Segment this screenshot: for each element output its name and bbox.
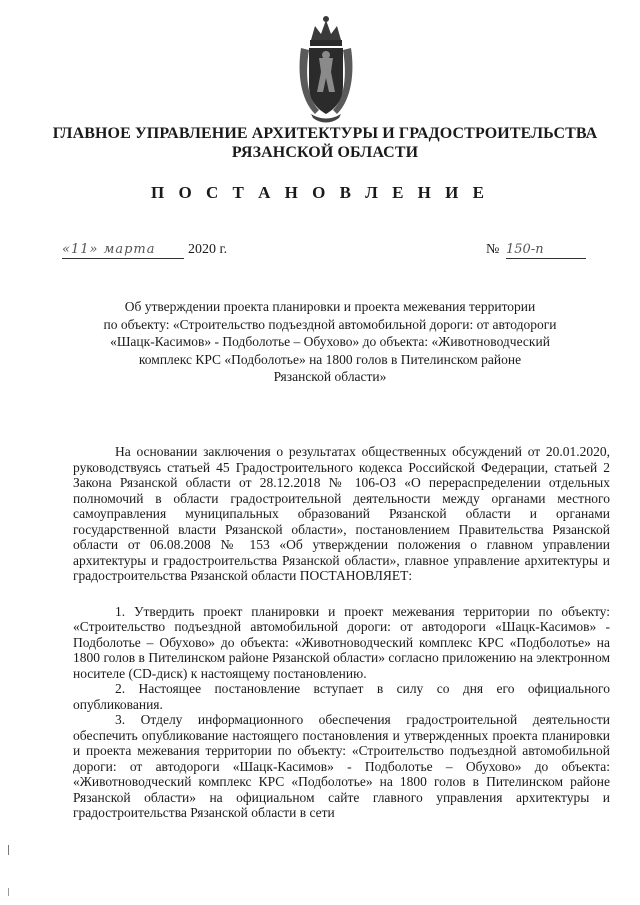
title-line-1: Об утверждении проекта планировки и проекта межевания территории <box>124 299 536 314</box>
title-line-2: по объекту: «Строительство подъездной автомобильной дороги: от автодороги <box>103 316 557 332</box>
date-number-row <box>0 241 640 263</box>
handwritten-number: 150-п <box>506 242 586 259</box>
coat-of-arms-icon <box>295 14 357 124</box>
scan-margin-mark <box>8 845 9 855</box>
organization-name <box>40 124 610 162</box>
title-line-3: «Шацк-Касимов» - Подболотье – Обухово» до объекта: «Животноводческий <box>110 334 550 349</box>
clause-1: 1. Утвердить проект планировки и проект межевания территории по объекту: «Строительство подъездной автомобильной дороги: от автодороги «Шацк-Касимов» - Подболотье – Обухово» до объекта: «Животноводческий комплекс КРС «Подболотье» на 1800 голов в Пителинском районе Рязанской области» согласно приложению на электронном носителе (CD-диск) к настоящему постановлению. <box>73 603 610 681</box>
document-title <box>70 298 590 386</box>
clause-3: 3. Отделу информационного обеспечения градостроительной деятельности обеспечить опубликование настоящего постановления и утвержденных проекта планировки и проекта межевания территории по объекту: «Строительство подъездной автомобильной дороги: от автодороги «Шацк-Касимов» - Подболотье – Обухово» до объекта: «Животноводческий комплекс КРС «Подболотье» на 1800 голов в Пителинском районе Рязанской области» на официальном сайте главного управления архитектуры и градостроительства Рязанской области в сети <box>73 712 610 820</box>
clause-2: 2. Настоящее постановление вступает в силу со дня его официального опубликования. <box>73 681 610 712</box>
title-line-4: комплекс КРС «Подболотье» на 1800 голов в Пителинском районе <box>138 351 522 367</box>
title-line-5: Рязанской области» <box>273 369 387 384</box>
preamble-paragraph: На основании заключения о результатах общественных обсуждений от 20.01.2020, руководствуясь статьей 45 Градостроительного кодекса Российской Федерации, статьей 2 Закона Рязанской области от 28.12.2018 № 106-ОЗ «О перераспределении отдельных полномочий в области градостроительной деятельности между органами местного самоуправления муниципальных образований Рязанской области и органами государственной власти Рязанской области», постановлением Правительства Рязанской области от 06.08.2008 № 153 «Об утверждении положения о главном управлении архитектуры и градостроительства Рязанской области», главное управление архитектуры и градостроительства Рязанской области ПОСТАНОВЛЯЕТ: <box>73 444 610 583</box>
organization-line-2: РЯЗАНСКОЙ ОБЛАСТИ <box>231 144 419 161</box>
date-year: 2020 г. <box>188 242 228 257</box>
handwritten-date: «11» марта <box>62 242 184 259</box>
organization-line-1: ГЛАВНОЕ УПРАВЛЕНИЕ АРХИТЕКТУРЫ И ГРАДОСТРОИТЕЛЬСТВА <box>52 125 598 142</box>
number-label: № <box>486 242 500 257</box>
document-body <box>73 444 610 821</box>
document-type: П О С Т А Н О В Л Е Н И Е <box>151 183 489 202</box>
scan-margin-mark <box>8 888 9 896</box>
